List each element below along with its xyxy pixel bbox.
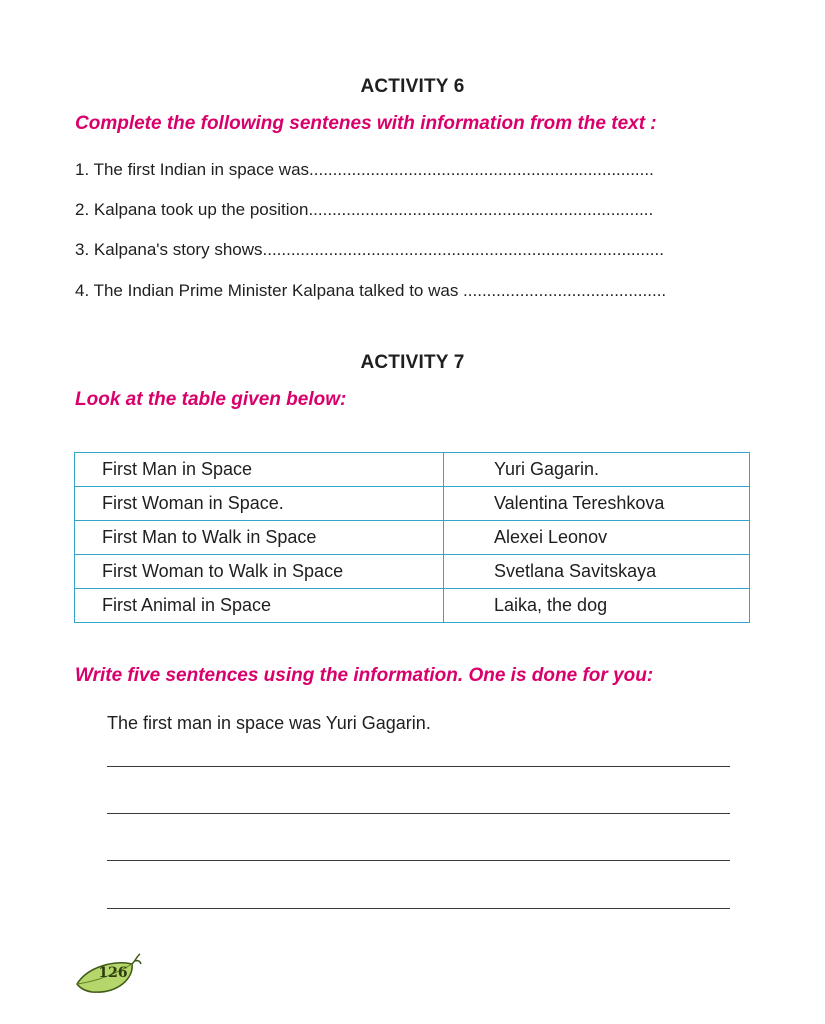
activity-7-heading: ACTIVITY 7 <box>360 352 465 373</box>
page-number-badge <box>74 952 144 998</box>
table-cell-achievement: First Woman to Walk in Space <box>75 555 444 589</box>
writing-line-1[interactable] <box>107 766 730 767</box>
table-cell-achievement: First Woman in Space. <box>75 487 444 521</box>
table-cell-name: Laika, the dog <box>444 589 750 623</box>
table-row <box>75 487 750 521</box>
table-cell-achievement: First Man to Walk in Space <box>75 521 444 555</box>
sentence-1: 1. The first Indian in space was......................................................................... <box>75 160 654 179</box>
writing-line-2[interactable] <box>107 813 730 814</box>
table-row <box>75 521 750 555</box>
table-row <box>75 555 750 589</box>
table-cell-name: Alexei Leonov <box>444 521 750 555</box>
table-cell-name: Valentina Tereshkova <box>444 487 750 521</box>
write-sentences-instruction: Write five sentences using the information. One is done for you: <box>75 665 654 686</box>
activity-7-instruction: Look at the table given below: <box>75 389 347 410</box>
activity-6-instruction: Complete the following sentenes with information from the text : <box>75 113 657 134</box>
table-cell-achievement: First Animal in Space <box>75 589 444 623</box>
example-sentence: The first man in space was Yuri Gagarin. <box>107 713 431 733</box>
space-firsts-table <box>74 452 750 623</box>
sentence-4: 4. The Indian Prime Minister Kalpana talked to was ........................................... <box>75 281 667 300</box>
sentence-3: 3. Kalpana's story shows..................................................................................... <box>75 240 664 259</box>
table-row <box>75 589 750 623</box>
table-row <box>75 453 750 487</box>
table-cell-name: Svetlana Savitskaya <box>444 555 750 589</box>
writing-line-4[interactable] <box>107 908 730 909</box>
table-cell-name: Yuri Gagarin. <box>444 453 750 487</box>
writing-line-3[interactable] <box>107 860 730 861</box>
table-cell-achievement: First Man in Space <box>75 453 444 487</box>
activity-6-heading: ACTIVITY 6 <box>360 76 465 97</box>
sentence-2: 2. Kalpana took up the position......................................................................... <box>75 200 654 219</box>
page-number: 126 <box>98 965 128 981</box>
